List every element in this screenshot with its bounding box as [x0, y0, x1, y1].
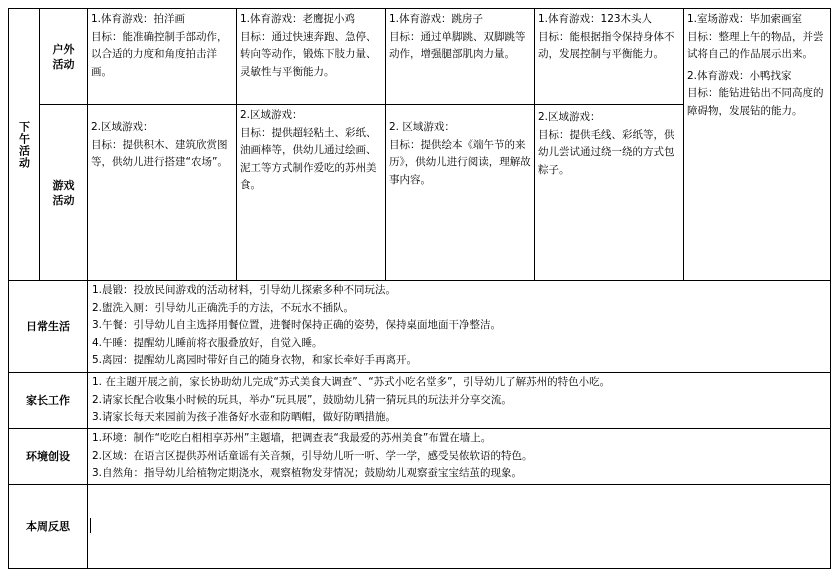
afternoon-label: 下午活动: [17, 120, 31, 169]
weekly-plan-table-wrapper: [8, 8, 830, 569]
outdoor-header-cell: [40, 9, 88, 105]
family-label: 家长工作: [26, 394, 70, 407]
daily-life-item-2: 2.盥洗入厕：引导幼儿正确洗手的方法，不玩水不插队。: [92, 301, 355, 314]
environment-label: 环境创设: [26, 450, 70, 463]
environment-content: [88, 429, 831, 485]
weekly-plan-table: [8, 8, 831, 569]
col5-item-2-title: 2.体育游戏：小鸭找家: [687, 69, 792, 82]
outdoor-3-title: 1.体育游戏：跳房子: [389, 13, 484, 25]
outdoor-cell-4: [535, 9, 684, 105]
environment-item-3: 3.自然角：指导幼儿给植物定期浇水，观察植物发芽情况；鼓励幼儿观察蚕宝宝结茧的现象。: [92, 467, 523, 479]
daily-life-row: [9, 281, 831, 373]
game-label: 游戏活动: [52, 178, 75, 207]
col5-item-2-goal: 目标：能钻进钻出不同高度的障碍物，发展钻的能力。: [687, 87, 824, 117]
outdoor-2-goal: 目标：通过快速奔跑、急停、转向等动作，锻炼下肢力量、灵敏性与平衡能力。: [240, 30, 377, 78]
environment-item-2: 2.区域：在语言区提供苏州话童谣有关音频，引导幼儿听一听、学一学，感受吴侬软语的特色。: [92, 449, 533, 462]
outdoor-cell-2: [237, 9, 386, 105]
family-row: [9, 373, 831, 429]
outdoor-1-goal: 目标：能准确控制手部动作，以合适的力度和角度拍击洋画。: [91, 30, 228, 78]
game-1-title: 2.区域游戏：: [91, 121, 154, 133]
daily-life-item-5: 5.离园：提醒幼儿离园时带好自己的随身衣物，和家长牵好手再离开。: [92, 354, 418, 366]
family-item-2: 2.请家长配合收集小时候的玩具，举办“玩具展”，鼓励幼儿猜一猜玩具的玩法并分享交流。: [92, 393, 512, 406]
game-2-goal: 目标：提供超轻粘土、彩纸、油画棒等，供幼儿通过绘画、泥工等方式制作爱吃的苏州美食。: [240, 126, 377, 191]
combined-cell-5: [684, 9, 831, 281]
reflection-row: [9, 485, 831, 569]
game-4-title: 2.区域游戏：: [538, 111, 601, 123]
game-4-goal: 目标：提供毛线、彩纸等，供幼儿尝试通过绕一绕的方式包粽子。: [538, 128, 675, 176]
game-1-goal: 目标：提供积木、建筑欣赏图等，供幼儿进行搭建“农场”。: [91, 138, 228, 168]
reflection-label: 本周反思: [26, 520, 70, 533]
game-cell-3: [386, 105, 535, 281]
afternoon-header-cell: [9, 9, 40, 281]
game-3-title: 2. 区域游戏：: [389, 121, 455, 133]
text-cursor: [90, 518, 91, 533]
outdoor-cell-3: [386, 9, 535, 105]
outdoor-cell-1: [88, 9, 237, 105]
daily-life-label: 日常生活: [26, 320, 70, 333]
daily-life-item-4: 4.午睡：提醒幼儿睡前将衣服叠放好，自觉入睡。: [92, 336, 323, 349]
environment-row: [9, 429, 831, 485]
family-item-3: 3.请家长每天来园前为孩子准备好水壶和防晒帽，做好防晒措施。: [92, 411, 397, 423]
game-cell-4: [535, 105, 684, 281]
col5-item-1-goal: 目标：整理上午的物品，并尝试将自己的作品展示出来。: [687, 30, 824, 60]
afternoon-outdoor-row: [9, 9, 831, 105]
reflection-header-cell: [9, 485, 88, 569]
game-header-cell: [40, 105, 88, 281]
outdoor-4-title: 1.体育游戏：123木头人: [538, 13, 653, 25]
daily-life-header-cell: [9, 281, 88, 373]
game-2-title: 2.区域游戏：: [240, 109, 303, 121]
daily-life-item-3: 3.午餐：引导幼儿自主选择用餐位置，进餐时保持正确的姿势，保持桌面地面干净整洁。: [92, 319, 502, 331]
reflection-content-cell[interactable]: [88, 485, 831, 569]
outdoor-3-goal: 目标：通过单脚跳、双脚跳等动作，增强腿部肌肉力量。: [389, 30, 526, 60]
outdoor-4-goal: 目标：能根据指令保持身体不动，发展控制与平衡能力。: [538, 30, 675, 60]
daily-life-item-1: 1.晨锻：投放民间游戏的活动材料，引导幼儿探索多种不同玩法。: [92, 284, 397, 296]
game-3-goal: 目标：提供绘本《端午节的来历》，供幼儿进行阅读，理解故事内容。: [389, 138, 531, 186]
environment-header-cell: [9, 429, 88, 485]
daily-life-content: [88, 281, 831, 373]
family-item-1: 1. 在主题开展之前，家长协助幼儿完成“苏式美食大调查”、“苏式小吃名堂多”，引导幼儿了解苏州的特色小吃。: [92, 376, 611, 388]
outdoor-1-title: 1.体育游戏：拍洋画: [91, 13, 186, 25]
game-cell-2: [237, 105, 386, 281]
game-cell-1: [88, 105, 237, 281]
outdoor-2-title: 1.体育游戏：老鹰捉小鸡: [240, 13, 356, 25]
outdoor-label: 户外活动: [52, 42, 75, 71]
family-header-cell: [9, 373, 88, 429]
family-content: [88, 373, 831, 429]
environment-item-1: 1.环境：制作“吃吃白相相享苏州”主题墙，把调查表“我最爱的苏州美食”布置在墙上。: [92, 432, 492, 444]
col5-item-1-title: 1.室场游戏：毕加索画室: [687, 13, 803, 25]
